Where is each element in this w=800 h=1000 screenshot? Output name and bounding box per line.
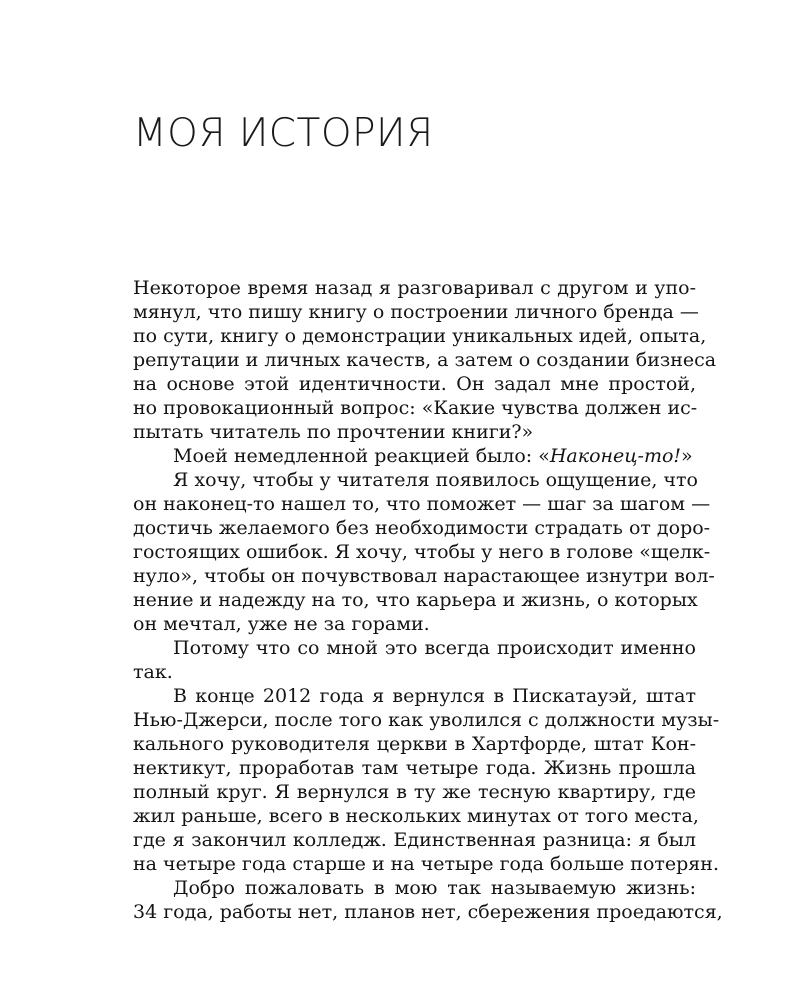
text-line: так. xyxy=(133,661,173,683)
text-line: на основе этой идентичности. Он задал мне простой, xyxy=(133,373,696,395)
text-line: репутации и личных качеств, а затем о создании бизнеса xyxy=(133,349,717,371)
text-line: он наконец-то нашел то, что поможет — шаг за шагом — xyxy=(133,493,711,515)
paragraph xyxy=(133,444,696,468)
emphasized-exclamation: Наконец-то! xyxy=(549,445,682,467)
text-line: но провокационный вопрос: «Какие чувства должен ис- xyxy=(133,397,698,419)
text-line: Потому что со мной это всегда происходит именно xyxy=(173,637,696,659)
text-line: 34 года, работы нет, планов нет, сбережения проедаются, xyxy=(133,901,723,923)
text-line: где я закончил колледж. Единственная разница: я был xyxy=(133,829,696,851)
text-line: жил раньше, всего в нескольких минутах от того места, xyxy=(133,805,699,827)
paragraph-lead: Моей немедленной реакцией было: « xyxy=(173,445,550,467)
text-line: Я хочу, чтобы у читателя появилось ощущение, что xyxy=(173,469,698,491)
text-line: пытать читатель по прочтении книги?» xyxy=(133,421,534,443)
text-line: нение и надежду на то, что карьера и жизнь, о которых xyxy=(133,589,698,611)
text-line: Добро пожаловать в мою так называемую жизнь: xyxy=(173,877,696,899)
chapter-title: МОЯ ИСТОРИЯ xyxy=(133,111,434,156)
text-line: мянул, что пишу книгу о построении личного бренда — xyxy=(133,301,699,323)
paragraph-tail: » xyxy=(681,445,693,467)
paragraph xyxy=(133,468,715,636)
paragraph xyxy=(133,636,696,684)
text-line: нуло», чтобы он почувствовал нарастающее изнутри вол- xyxy=(133,565,715,587)
text-line: нектикут, проработав там четыре года. Жизнь прошла xyxy=(133,757,696,779)
text-line: Некоторое время назад я разговаривал с другом и упо- xyxy=(133,277,696,299)
text-line: гостоящих ошибок. Я хочу, чтобы у него в голове «щелк- xyxy=(133,541,711,563)
chapter-body xyxy=(133,276,723,924)
text-line: Нью-Джерси, после того как уволился с должности музы- xyxy=(133,709,720,731)
text-line: достичь желаемого без необходимости страдать от доро- xyxy=(133,517,711,539)
text-line: он мечтал, уже не за горами. xyxy=(133,613,430,635)
text-line: по сути, книгу о демонстрации уникальных идей, опыта, xyxy=(133,325,707,347)
text-line: В конце 2012 года я вернулся в Пискатауэй, штат xyxy=(173,685,696,707)
paragraph xyxy=(133,684,720,876)
text-line: на четыре года старше и на четыре года больше потерян. xyxy=(133,853,719,875)
text-line xyxy=(133,444,696,468)
paragraph xyxy=(133,876,723,924)
text-line: кального руководителя церкви в Хартфорде, штат Кон- xyxy=(133,733,696,755)
text-line: полный круг. Я вернулся в ту же тесную квартиру, где xyxy=(133,781,696,803)
paragraph xyxy=(133,276,717,444)
